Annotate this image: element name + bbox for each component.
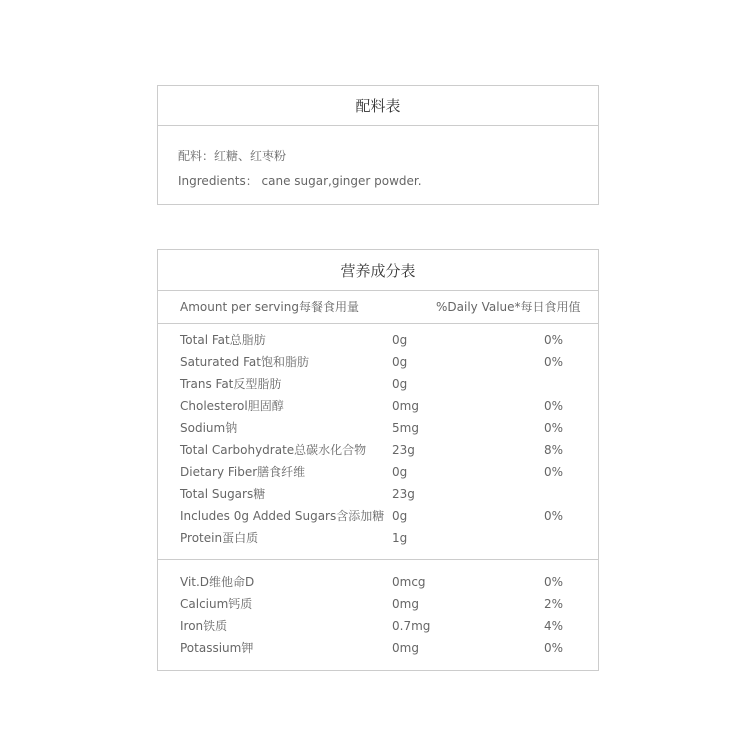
nutrient-name: Total Sugars糖 bbox=[180, 487, 266, 501]
vitamins-section bbox=[158, 560, 598, 659]
vitamin-row-vit-d bbox=[158, 571, 598, 593]
nutrient-daily-value: 0% bbox=[544, 355, 564, 369]
vitamin-name: Calcium钙质 bbox=[180, 597, 253, 611]
nutrient-amount: 0g bbox=[392, 377, 408, 391]
header-amount-per-serving: Amount per serving每餐食用量 bbox=[180, 300, 359, 314]
nutrient-name: Sodium钠 bbox=[180, 421, 238, 435]
nutrient-amount: 0g bbox=[392, 355, 408, 369]
vitamin-amount: 0mg bbox=[392, 597, 419, 611]
vitamin-row-potassium bbox=[158, 637, 598, 659]
nutrient-row-added-sugars bbox=[158, 505, 598, 527]
nutrient-daily-value: 0% bbox=[544, 509, 564, 523]
nutrient-daily-value: 0% bbox=[544, 421, 564, 435]
nutrient-daily-value: 0% bbox=[544, 333, 564, 347]
nutrient-name: Cholesterol胆固醇 bbox=[180, 399, 284, 413]
vitamin-amount: 0mg bbox=[392, 641, 419, 655]
nutrition-table bbox=[157, 249, 599, 671]
vitamin-daily-value: 4% bbox=[544, 619, 564, 633]
ingredients-line-cn: 配料：红糖、红枣粉 bbox=[178, 149, 287, 163]
nutrient-daily-value: 0% bbox=[544, 465, 564, 479]
nutrient-row-dietary-fiber bbox=[158, 461, 598, 483]
nutrition-title: 营养成分表 bbox=[158, 250, 598, 291]
vitamin-row-calcium bbox=[158, 593, 598, 615]
nutrient-name: Protein蛋白质 bbox=[180, 531, 259, 545]
nutrient-amount: 1g bbox=[392, 531, 408, 545]
nutrient-name: Total Fat总脂肪 bbox=[180, 333, 266, 347]
vitamin-row-iron bbox=[158, 615, 598, 637]
vitamin-name: Potassium钾 bbox=[180, 641, 254, 655]
nutrient-row-trans-fat bbox=[158, 373, 598, 395]
nutrient-amount: 5mg bbox=[392, 421, 419, 435]
nutrient-row-total-sugars bbox=[158, 483, 598, 505]
nutrient-amount: 0g bbox=[392, 333, 408, 347]
nutrient-row-sodium bbox=[158, 417, 598, 439]
nutrition-header-row bbox=[158, 291, 598, 324]
nutrient-amount: 0mg bbox=[392, 399, 419, 413]
nutrient-amount: 0g bbox=[392, 465, 408, 479]
ingredients-table bbox=[157, 85, 599, 205]
ingredients-body bbox=[158, 126, 598, 193]
nutrient-amount: 23g bbox=[392, 487, 415, 501]
nutrient-name: Total Carbohydrate总碳水化合物 bbox=[180, 443, 367, 457]
nutrient-row-total-carbohydrate bbox=[158, 439, 598, 461]
vitamin-daily-value: 0% bbox=[544, 641, 564, 655]
nutrient-amount: 0g bbox=[392, 509, 408, 523]
nutrient-row-protein bbox=[158, 527, 598, 549]
nutrient-amount: 23g bbox=[392, 443, 415, 457]
vitamin-amount: 0.7mg bbox=[392, 619, 431, 633]
vitamin-name: Iron铁质 bbox=[180, 619, 228, 633]
ingredients-title: 配料表 bbox=[158, 86, 598, 126]
nutrient-row-total-fat bbox=[158, 329, 598, 351]
nutrient-name: Saturated Fat饱和脂肪 bbox=[180, 355, 309, 369]
vitamin-amount: 0mcg bbox=[392, 575, 426, 589]
ingredients-line-en: Ingredients： cane sugar,ginger powder. bbox=[178, 174, 422, 188]
vitamin-daily-value: 0% bbox=[544, 575, 564, 589]
nutrient-name: Trans Fat反型脂肪 bbox=[180, 377, 282, 391]
nutrient-daily-value: 8% bbox=[544, 443, 564, 457]
nutrient-daily-value: 0% bbox=[544, 399, 564, 413]
header-daily-value: %Daily Value*每日食用值 bbox=[436, 300, 581, 314]
nutrient-row-saturated-fat bbox=[158, 351, 598, 373]
vitamin-daily-value: 2% bbox=[544, 597, 564, 611]
nutrient-row-cholesterol bbox=[158, 395, 598, 417]
nutrients-section bbox=[158, 324, 598, 560]
nutrient-name: Dietary Fiber膳食纤维 bbox=[180, 465, 306, 479]
nutrient-name: Includes 0g Added Sugars含添加糖 bbox=[180, 509, 385, 523]
vitamin-name: Vit.D维他命D bbox=[180, 575, 255, 589]
